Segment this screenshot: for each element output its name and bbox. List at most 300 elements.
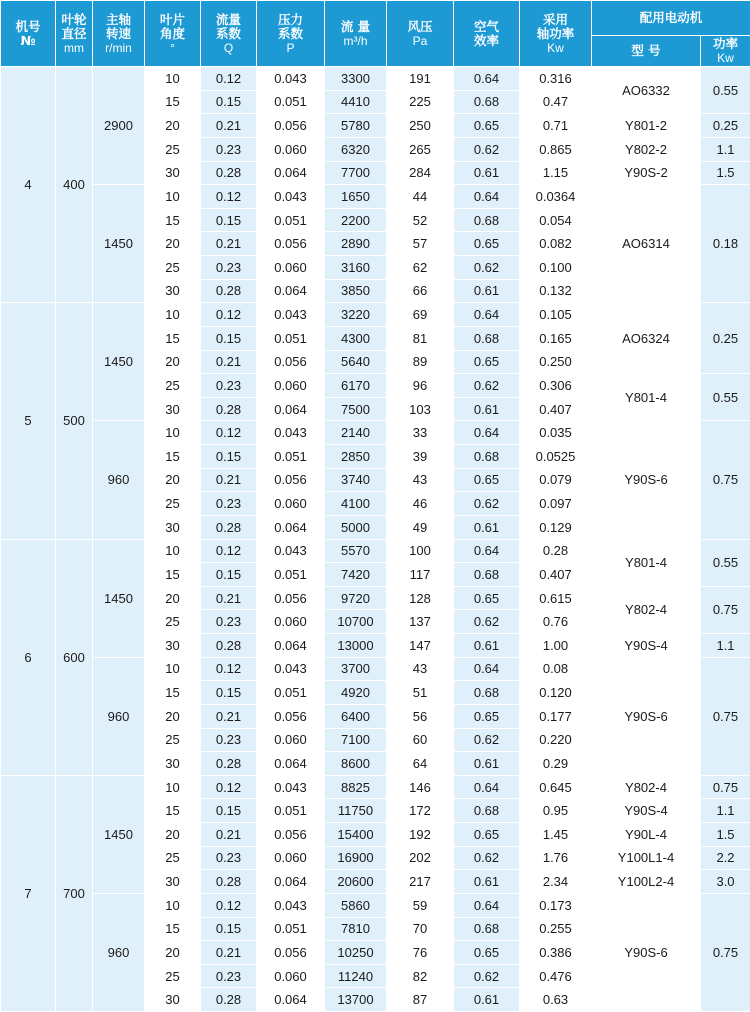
air-efficiency-cell: 0.61 — [454, 752, 520, 776]
wind-pressure-cell: 202 — [387, 846, 454, 870]
air-efficiency-cell: 0.61 — [454, 870, 520, 894]
header-flow-coefficient: 流量 系数 Q — [201, 1, 257, 67]
flow-cell: 4920 — [325, 681, 387, 705]
flow-cell: 5640 — [325, 350, 387, 374]
wind-pressure-cell: 44 — [387, 185, 454, 209]
pressure-coefficient-cell: 0.060 — [257, 610, 325, 634]
air-efficiency-cell: 0.65 — [454, 468, 520, 492]
flow-coefficient-cell: 0.21 — [201, 350, 257, 374]
flow-coefficient-cell: 0.23 — [201, 137, 257, 161]
motor-power-cell: 1.5 — [701, 161, 750, 185]
air-efficiency-cell: 0.61 — [454, 988, 520, 1012]
impeller-diameter-cell: 500 — [56, 303, 93, 539]
blade-angle-cell: 25 — [145, 374, 201, 398]
header-pressure-coefficient: 压力 系数 P — [257, 1, 325, 67]
motor-model-cell: Y90S-4 — [592, 799, 701, 823]
pressure-coefficient-cell: 0.051 — [257, 208, 325, 232]
flow-cell: 2140 — [325, 421, 387, 445]
blade-angle-cell: 10 — [145, 539, 201, 563]
flow-cell: 3850 — [325, 279, 387, 303]
header-wind-pressure: 风压 Pa — [387, 1, 454, 67]
flow-cell: 7100 — [325, 728, 387, 752]
shaft-power-cell: 0.250 — [520, 350, 592, 374]
wind-pressure-cell: 217 — [387, 870, 454, 894]
wind-pressure-cell: 49 — [387, 515, 454, 539]
shaft-power-cell: 0.407 — [520, 563, 592, 587]
flow-cell: 16900 — [325, 846, 387, 870]
flow-cell: 7500 — [325, 397, 387, 421]
motor-model-cell: Y801-4 — [592, 539, 701, 586]
wind-pressure-cell: 56 — [387, 704, 454, 728]
motor-model-cell: Y802-4 — [592, 775, 701, 799]
flow-cell: 10700 — [325, 610, 387, 634]
flow-coefficient-cell: 0.15 — [201, 90, 257, 114]
wind-pressure-cell: 89 — [387, 350, 454, 374]
wind-pressure-cell: 69 — [387, 303, 454, 327]
flow-coefficient-cell: 0.28 — [201, 634, 257, 658]
blade-angle-cell: 15 — [145, 445, 201, 469]
pressure-coefficient-cell: 0.060 — [257, 492, 325, 516]
flow-coefficient-cell: 0.28 — [201, 988, 257, 1012]
flow-cell: 6400 — [325, 704, 387, 728]
shaft-speed-cell: 1450 — [93, 775, 145, 893]
motor-power-cell: 1.1 — [701, 634, 750, 658]
pressure-coefficient-cell: 0.060 — [257, 137, 325, 161]
flow-cell: 7700 — [325, 161, 387, 185]
air-efficiency-cell: 0.62 — [454, 610, 520, 634]
motor-model-cell: AO6314 — [592, 185, 701, 303]
motor-model-cell: Y801-4 — [592, 374, 701, 421]
shaft-power-cell: 0.407 — [520, 397, 592, 421]
shaft-power-cell: 0.476 — [520, 964, 592, 988]
motor-power-cell: 0.75 — [701, 586, 750, 633]
blade-angle-cell: 25 — [145, 964, 201, 988]
flow-cell: 5570 — [325, 539, 387, 563]
blade-angle-cell: 20 — [145, 823, 201, 847]
blade-angle-cell: 10 — [145, 67, 201, 91]
blade-angle-cell: 30 — [145, 279, 201, 303]
shaft-power-cell: 0.129 — [520, 515, 592, 539]
air-efficiency-cell: 0.64 — [454, 657, 520, 681]
shaft-speed-cell: 960 — [93, 421, 145, 539]
shaft-speed-cell: 1450 — [93, 185, 145, 303]
flow-cell: 15400 — [325, 823, 387, 847]
flow-coefficient-cell: 0.12 — [201, 893, 257, 917]
table-body — [1, 67, 750, 1012]
wind-pressure-cell: 117 — [387, 563, 454, 587]
motor-power-cell: 0.55 — [701, 67, 750, 114]
wind-pressure-cell: 284 — [387, 161, 454, 185]
motor-power-cell: 1.1 — [701, 799, 750, 823]
table-row — [1, 539, 750, 563]
air-efficiency-cell: 0.62 — [454, 728, 520, 752]
pressure-coefficient-cell: 0.056 — [257, 114, 325, 138]
motor-power-cell: 0.55 — [701, 374, 750, 421]
shaft-speed-cell: 2900 — [93, 67, 145, 185]
wind-pressure-cell: 46 — [387, 492, 454, 516]
flow-cell: 11750 — [325, 799, 387, 823]
wind-pressure-cell: 64 — [387, 752, 454, 776]
header-flow: 流 量 m³/h — [325, 1, 387, 67]
shaft-power-cell: 1.15 — [520, 161, 592, 185]
machine-no-cell: 6 — [1, 539, 56, 775]
pressure-coefficient-cell: 0.060 — [257, 256, 325, 280]
shaft-power-cell: 0.082 — [520, 232, 592, 256]
flow-cell: 2200 — [325, 208, 387, 232]
shaft-power-cell: 0.386 — [520, 941, 592, 965]
machine-no-cell: 5 — [1, 303, 56, 539]
motor-power-cell: 0.75 — [701, 775, 750, 799]
flow-cell: 10250 — [325, 941, 387, 965]
motor-model-cell: Y802-4 — [592, 586, 701, 633]
flow-coefficient-cell: 0.15 — [201, 326, 257, 350]
air-efficiency-cell: 0.62 — [454, 137, 520, 161]
pressure-coefficient-cell: 0.056 — [257, 232, 325, 256]
pressure-coefficient-cell: 0.051 — [257, 799, 325, 823]
flow-coefficient-cell: 0.23 — [201, 610, 257, 634]
blade-angle-cell: 20 — [145, 468, 201, 492]
wind-pressure-cell: 146 — [387, 775, 454, 799]
air-efficiency-cell: 0.62 — [454, 374, 520, 398]
blade-angle-cell: 30 — [145, 752, 201, 776]
blade-angle-cell: 25 — [145, 610, 201, 634]
pressure-coefficient-cell: 0.064 — [257, 161, 325, 185]
pressure-coefficient-cell: 0.051 — [257, 563, 325, 587]
air-efficiency-cell: 0.64 — [454, 893, 520, 917]
blade-angle-cell: 10 — [145, 421, 201, 445]
shaft-power-cell: 0.097 — [520, 492, 592, 516]
pressure-coefficient-cell: 0.056 — [257, 704, 325, 728]
shaft-power-cell: 0.615 — [520, 586, 592, 610]
air-efficiency-cell: 0.65 — [454, 350, 520, 374]
flow-coefficient-cell: 0.21 — [201, 586, 257, 610]
flow-cell: 5000 — [325, 515, 387, 539]
blade-angle-cell: 20 — [145, 586, 201, 610]
flow-coefficient-cell: 0.12 — [201, 185, 257, 209]
flow-coefficient-cell: 0.12 — [201, 67, 257, 91]
motor-power-cell: 0.75 — [701, 421, 750, 539]
flow-coefficient-cell: 0.21 — [201, 941, 257, 965]
motor-power-cell: 0.55 — [701, 539, 750, 586]
shaft-power-cell: 2.34 — [520, 870, 592, 894]
header-blade-angle: 叶片 角度 ° — [145, 1, 201, 67]
air-efficiency-cell: 0.68 — [454, 208, 520, 232]
air-efficiency-cell: 0.68 — [454, 681, 520, 705]
flow-cell: 4100 — [325, 492, 387, 516]
flow-coefficient-cell: 0.15 — [201, 208, 257, 232]
pressure-coefficient-cell: 0.043 — [257, 185, 325, 209]
pressure-coefficient-cell: 0.051 — [257, 90, 325, 114]
shaft-power-cell: 0.306 — [520, 374, 592, 398]
flow-cell: 2890 — [325, 232, 387, 256]
shaft-power-cell: 0.865 — [520, 137, 592, 161]
blade-angle-cell: 30 — [145, 988, 201, 1012]
table-row — [1, 303, 750, 327]
shaft-power-cell: 1.00 — [520, 634, 592, 658]
blade-angle-cell: 15 — [145, 681, 201, 705]
wind-pressure-cell: 62 — [387, 256, 454, 280]
table-header — [1, 1, 750, 67]
pressure-coefficient-cell: 0.056 — [257, 586, 325, 610]
blade-angle-cell: 25 — [145, 137, 201, 161]
wind-pressure-cell: 191 — [387, 67, 454, 91]
pressure-coefficient-cell: 0.056 — [257, 468, 325, 492]
motor-power-cell: 0.25 — [701, 114, 750, 138]
shaft-speed-cell: 1450 — [93, 539, 145, 657]
flow-coefficient-cell: 0.28 — [201, 752, 257, 776]
flow-coefficient-cell: 0.15 — [201, 681, 257, 705]
blade-angle-cell: 10 — [145, 775, 201, 799]
header-air-efficiency: 空气 效率 — [454, 1, 520, 67]
shaft-power-cell: 0.132 — [520, 279, 592, 303]
wind-pressure-cell: 33 — [387, 421, 454, 445]
wind-pressure-cell: 39 — [387, 445, 454, 469]
air-efficiency-cell: 0.68 — [454, 917, 520, 941]
air-efficiency-cell: 0.65 — [454, 114, 520, 138]
shaft-power-cell: 0.120 — [520, 681, 592, 705]
motor-model-cell: Y90S-6 — [592, 657, 701, 775]
shaft-power-cell: 0.035 — [520, 421, 592, 445]
flow-coefficient-cell: 0.28 — [201, 279, 257, 303]
air-efficiency-cell: 0.64 — [454, 775, 520, 799]
air-efficiency-cell: 0.68 — [454, 90, 520, 114]
air-efficiency-cell: 0.68 — [454, 326, 520, 350]
wind-pressure-cell: 100 — [387, 539, 454, 563]
header-motor-group: 配用电动机 — [592, 1, 750, 36]
flow-cell: 3740 — [325, 468, 387, 492]
pressure-coefficient-cell: 0.064 — [257, 870, 325, 894]
air-efficiency-cell: 0.62 — [454, 492, 520, 516]
air-efficiency-cell: 0.62 — [454, 964, 520, 988]
flow-cell: 6320 — [325, 137, 387, 161]
shaft-power-cell: 0.177 — [520, 704, 592, 728]
pressure-coefficient-cell: 0.043 — [257, 893, 325, 917]
wind-pressure-cell: 103 — [387, 397, 454, 421]
air-efficiency-cell: 0.61 — [454, 161, 520, 185]
impeller-diameter-cell: 700 — [56, 775, 93, 1011]
pressure-coefficient-cell: 0.064 — [257, 988, 325, 1012]
wind-pressure-cell: 66 — [387, 279, 454, 303]
air-efficiency-cell: 0.61 — [454, 397, 520, 421]
blade-angle-cell: 15 — [145, 90, 201, 114]
pressure-coefficient-cell: 0.064 — [257, 515, 325, 539]
blade-angle-cell: 20 — [145, 704, 201, 728]
flow-cell: 3700 — [325, 657, 387, 681]
pressure-coefficient-cell: 0.060 — [257, 374, 325, 398]
shaft-speed-cell: 1450 — [93, 303, 145, 421]
table-row — [1, 775, 750, 799]
blade-angle-cell: 25 — [145, 846, 201, 870]
flow-coefficient-cell: 0.23 — [201, 964, 257, 988]
flow-cell: 8600 — [325, 752, 387, 776]
pressure-coefficient-cell: 0.043 — [257, 67, 325, 91]
flow-coefficient-cell: 0.12 — [201, 775, 257, 799]
wind-pressure-cell: 81 — [387, 326, 454, 350]
wind-pressure-cell: 52 — [387, 208, 454, 232]
pressure-coefficient-cell: 0.043 — [257, 421, 325, 445]
header-motor-model: 型 号 — [592, 36, 701, 67]
flow-coefficient-cell: 0.15 — [201, 445, 257, 469]
motor-power-cell: 2.2 — [701, 846, 750, 870]
flow-cell: 9720 — [325, 586, 387, 610]
blade-angle-cell: 15 — [145, 208, 201, 232]
flow-cell: 4300 — [325, 326, 387, 350]
shaft-power-cell: 0.054 — [520, 208, 592, 232]
motor-model-cell: Y90S-6 — [592, 421, 701, 539]
motor-model-cell: Y100L2-4 — [592, 870, 701, 894]
flow-cell: 8825 — [325, 775, 387, 799]
flow-cell: 5780 — [325, 114, 387, 138]
flow-cell: 20600 — [325, 870, 387, 894]
flow-coefficient-cell: 0.12 — [201, 303, 257, 327]
wind-pressure-cell: 43 — [387, 657, 454, 681]
shaft-power-cell: 0.0364 — [520, 185, 592, 209]
shaft-speed-cell: 960 — [93, 893, 145, 1011]
flow-coefficient-cell: 0.21 — [201, 823, 257, 847]
pressure-coefficient-cell: 0.056 — [257, 941, 325, 965]
pressure-coefficient-cell: 0.064 — [257, 752, 325, 776]
blade-angle-cell: 25 — [145, 256, 201, 280]
impeller-diameter-cell: 400 — [56, 67, 93, 303]
blade-angle-cell: 20 — [145, 232, 201, 256]
air-efficiency-cell: 0.64 — [454, 303, 520, 327]
motor-model-cell: AO6324 — [592, 303, 701, 374]
table-row — [1, 67, 750, 91]
blade-angle-cell: 15 — [145, 326, 201, 350]
blade-angle-cell: 15 — [145, 917, 201, 941]
pressure-coefficient-cell: 0.043 — [257, 657, 325, 681]
blade-angle-cell: 30 — [145, 397, 201, 421]
air-efficiency-cell: 0.65 — [454, 704, 520, 728]
table-row — [1, 185, 750, 209]
wind-pressure-cell: 96 — [387, 374, 454, 398]
air-efficiency-cell: 0.62 — [454, 846, 520, 870]
pressure-coefficient-cell: 0.056 — [257, 350, 325, 374]
wind-pressure-cell: 128 — [387, 586, 454, 610]
shaft-speed-cell: 960 — [93, 657, 145, 775]
shaft-power-cell: 0.95 — [520, 799, 592, 823]
shaft-power-cell: 0.100 — [520, 256, 592, 280]
flow-coefficient-cell: 0.23 — [201, 256, 257, 280]
blade-angle-cell: 20 — [145, 350, 201, 374]
flow-cell: 13000 — [325, 634, 387, 658]
pressure-coefficient-cell: 0.060 — [257, 846, 325, 870]
flow-cell: 3220 — [325, 303, 387, 327]
flow-coefficient-cell: 0.23 — [201, 728, 257, 752]
blade-angle-cell: 10 — [145, 303, 201, 327]
wind-pressure-cell: 59 — [387, 893, 454, 917]
machine-no-cell: 4 — [1, 67, 56, 303]
pressure-coefficient-cell: 0.056 — [257, 823, 325, 847]
wind-pressure-cell: 57 — [387, 232, 454, 256]
flow-coefficient-cell: 0.23 — [201, 374, 257, 398]
air-efficiency-cell: 0.65 — [454, 823, 520, 847]
motor-power-cell: 1.5 — [701, 823, 750, 847]
motor-model-cell: Y90S-2 — [592, 161, 701, 185]
pressure-coefficient-cell: 0.043 — [257, 303, 325, 327]
flow-coefficient-cell: 0.15 — [201, 799, 257, 823]
flow-cell: 7420 — [325, 563, 387, 587]
pressure-coefficient-cell: 0.051 — [257, 917, 325, 941]
motor-model-cell: Y90L-4 — [592, 823, 701, 847]
flow-cell: 7810 — [325, 917, 387, 941]
shaft-power-cell: 0.71 — [520, 114, 592, 138]
wind-pressure-cell: 51 — [387, 681, 454, 705]
motor-power-cell: 0.75 — [701, 657, 750, 775]
shaft-power-cell: 0.47 — [520, 90, 592, 114]
blade-angle-cell: 10 — [145, 185, 201, 209]
air-efficiency-cell: 0.65 — [454, 941, 520, 965]
motor-power-cell: 3.0 — [701, 870, 750, 894]
flow-coefficient-cell: 0.23 — [201, 492, 257, 516]
wind-pressure-cell: 82 — [387, 964, 454, 988]
flow-coefficient-cell: 0.15 — [201, 563, 257, 587]
air-efficiency-cell: 0.64 — [454, 67, 520, 91]
flow-cell: 3160 — [325, 256, 387, 280]
flow-coefficient-cell: 0.21 — [201, 704, 257, 728]
flow-coefficient-cell: 0.28 — [201, 161, 257, 185]
wind-pressure-cell: 87 — [387, 988, 454, 1012]
motor-model-cell: Y100L1-4 — [592, 846, 701, 870]
shaft-power-cell: 0.105 — [520, 303, 592, 327]
header-motor-power: 功率 Kw — [701, 36, 750, 67]
wind-pressure-cell: 43 — [387, 468, 454, 492]
flow-cell: 5860 — [325, 893, 387, 917]
flow-coefficient-cell: 0.23 — [201, 846, 257, 870]
blade-angle-cell: 25 — [145, 492, 201, 516]
shaft-power-cell: 0.08 — [520, 657, 592, 681]
air-efficiency-cell: 0.65 — [454, 232, 520, 256]
shaft-power-cell: 0.28 — [520, 539, 592, 563]
flow-cell: 1650 — [325, 185, 387, 209]
flow-cell: 2850 — [325, 445, 387, 469]
motor-power-cell: 1.1 — [701, 137, 750, 161]
air-efficiency-cell: 0.61 — [454, 279, 520, 303]
pressure-coefficient-cell: 0.051 — [257, 681, 325, 705]
motor-power-cell: 0.25 — [701, 303, 750, 374]
air-efficiency-cell: 0.64 — [454, 185, 520, 209]
air-efficiency-cell: 0.64 — [454, 539, 520, 563]
shaft-power-cell: 0.165 — [520, 326, 592, 350]
wind-pressure-cell: 192 — [387, 823, 454, 847]
flow-coefficient-cell: 0.28 — [201, 870, 257, 894]
pressure-coefficient-cell: 0.060 — [257, 728, 325, 752]
shaft-power-cell: 0.645 — [520, 775, 592, 799]
shaft-power-cell: 0.173 — [520, 893, 592, 917]
flow-cell: 11240 — [325, 964, 387, 988]
air-efficiency-cell: 0.61 — [454, 634, 520, 658]
table-row — [1, 421, 750, 445]
motor-power-cell: 0.75 — [701, 893, 750, 1011]
shaft-power-cell: 0.316 — [520, 67, 592, 91]
flow-coefficient-cell: 0.12 — [201, 539, 257, 563]
pressure-coefficient-cell: 0.043 — [257, 539, 325, 563]
blade-angle-cell: 25 — [145, 728, 201, 752]
air-efficiency-cell: 0.61 — [454, 515, 520, 539]
air-efficiency-cell: 0.64 — [454, 421, 520, 445]
pressure-coefficient-cell: 0.064 — [257, 279, 325, 303]
pressure-coefficient-cell: 0.051 — [257, 326, 325, 350]
blade-angle-cell: 30 — [145, 870, 201, 894]
shaft-power-cell: 0.255 — [520, 917, 592, 941]
air-efficiency-cell: 0.68 — [454, 799, 520, 823]
impeller-diameter-cell: 600 — [56, 539, 93, 775]
wind-pressure-cell: 250 — [387, 114, 454, 138]
blade-angle-cell: 15 — [145, 563, 201, 587]
wind-pressure-cell: 172 — [387, 799, 454, 823]
shaft-power-cell: 1.76 — [520, 846, 592, 870]
wind-pressure-cell: 70 — [387, 917, 454, 941]
